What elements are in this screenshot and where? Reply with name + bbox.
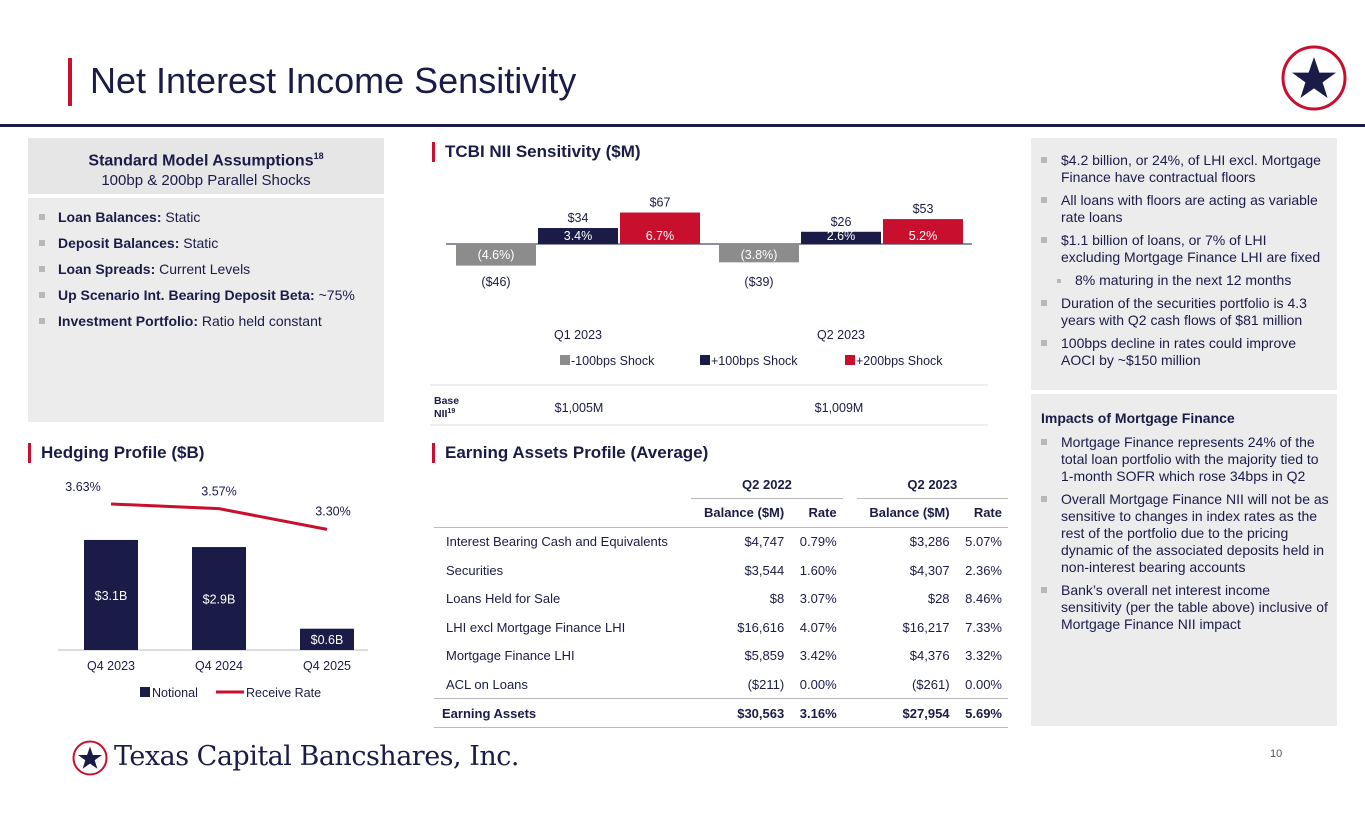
nii-value-label: $34 — [567, 211, 589, 226]
mortgage-finance-panel — [1031, 394, 1337, 726]
row-label: Interest Bearing Cash and Equivalents — [446, 534, 668, 550]
nii-value-label: $53 — [912, 202, 934, 217]
rate-floors-list — [1031, 138, 1337, 369]
assumptions-panel — [28, 198, 384, 422]
legend-swatch — [845, 355, 855, 365]
footer-star-logo-icon — [72, 740, 108, 776]
table-row — [434, 556, 1008, 585]
table-cell: $28 — [927, 591, 950, 607]
table-row — [434, 642, 1008, 671]
nii-pct-label: 6.7% — [645, 229, 675, 243]
table-cell: $5,859 — [744, 648, 785, 664]
table-cell: 3.42% — [799, 648, 837, 664]
hedge-section-title: Hedging Profile ($B) — [28, 443, 204, 463]
table-cell: ($211) — [747, 676, 785, 692]
nii-sensitivity-chart — [430, 180, 1000, 430]
nii-pct-label: 3.4% — [563, 229, 593, 243]
assumption-item: Loan Balances: Static — [28, 208, 384, 226]
column-header: Rate — [790, 499, 842, 528]
nii-pct-label: 2.6% — [826, 229, 856, 243]
column-header: Balance ($M) — [691, 499, 790, 528]
table-row — [434, 527, 1008, 556]
star-logo-icon — [1281, 45, 1347, 111]
table-cell: $3,544 — [744, 562, 785, 578]
legend-swatch — [560, 355, 570, 365]
list-item: Bank’s overall net interest income sensitivity (per the table above) inclusive of Mortgage Finance NII impact — [1039, 582, 1329, 633]
table-cell: 8.46% — [965, 591, 1002, 607]
table-cell: $16,217 — [902, 619, 950, 635]
table-cell: $4,307 — [909, 562, 950, 578]
hedging-profile-chart — [28, 470, 384, 710]
table-group-row — [434, 470, 1008, 499]
table-cell: 2.36% — [965, 562, 1002, 578]
list-subitem: 8% maturing in the next 12 months — [1039, 272, 1329, 289]
base-nii-label: Base — [434, 395, 460, 407]
table-cell: 0.00% — [965, 676, 1002, 692]
list-item: Duration of the securities portfolio is 4.3 years with Q2 cash flows of $81 million — [1039, 295, 1329, 329]
legend-label: +200bps Shock — [856, 354, 943, 368]
assumption-item: Deposit Balances: Static — [28, 234, 384, 252]
nii-value-label: ($39) — [744, 275, 774, 289]
group-header: Q2 2023 — [857, 470, 1008, 499]
assumptions-title: Standard Model Assumptions$^{18}$ — [88, 151, 324, 170]
list-item: $1.1 billion of loans, or 7% of LHI excluding Mortgage Finance LHI are fixed — [1039, 232, 1329, 266]
hedge-rate-label: 3.57% — [201, 484, 237, 499]
row-label: LHI excl Mortgage Finance LHI — [446, 619, 626, 635]
legend-label: -100bps Shock — [571, 354, 655, 368]
nii-section-title: TCBI NII Sensitivity ($M) — [432, 142, 641, 162]
nii-category-label: Q1 2023 — [554, 328, 602, 342]
receive-rate-line — [111, 504, 327, 529]
group-header: Q2 2022 — [691, 470, 842, 499]
list-item: All loans with floors are acting as variable rate loans — [1039, 192, 1329, 226]
list-item: Mortgage Finance represents 24% of the total loan portfolio with the majority tied to 1-month SOFR which rose 34bps in Q2 — [1039, 434, 1329, 485]
table-cell: 4.07% — [799, 619, 837, 635]
nii-pct-label: (4.6%) — [477, 248, 515, 262]
table-cell: $4,747 — [744, 534, 785, 550]
base-nii-value: $1,005M — [554, 401, 604, 415]
table-cell: 7.33% — [965, 619, 1002, 635]
hedge-category-label: Q4 2024 — [195, 659, 243, 673]
table-cell: 5.07% — [965, 534, 1002, 550]
table-cell: 3.07% — [799, 591, 837, 607]
assumption-item: Loan Spreads: Current Levels — [28, 260, 384, 278]
table-row — [434, 670, 1008, 699]
table-cell: $4,376 — [909, 648, 950, 664]
table-cell: $8 — [769, 591, 785, 607]
base-nii-label-line2: NII$^{19}$ — [434, 408, 456, 420]
earning-section-title: Earning Assets Profile (Average) — [432, 443, 708, 463]
table-cell: 0.79% — [799, 534, 837, 550]
nii-category-label: Q2 2023 — [817, 328, 865, 342]
table-row — [434, 613, 1008, 642]
table-cell: $3,286 — [909, 534, 950, 550]
base-nii-value: $1,009M — [814, 401, 864, 415]
hedge-bar-label: $2.9B — [202, 592, 236, 607]
table-cell: ($261) — [911, 676, 950, 692]
table-column-header-row — [434, 499, 1008, 528]
nii-value-label: $67 — [649, 195, 671, 210]
nii-pct-label: (3.8%) — [740, 248, 778, 262]
nii-value-label: $26 — [830, 214, 852, 229]
table-cell: $16,616 — [737, 619, 785, 635]
assumption-item: Investment Portfolio: Ratio held constant — [28, 312, 384, 330]
legend-swatch — [700, 355, 710, 365]
hedge-rate-label: 3.30% — [315, 504, 351, 519]
row-label: Securities — [446, 562, 504, 578]
list-item: Overall Mortgage Finance NII will not be as sensitive to changes in index rates as the rest of the portfolio due to the pricing dynamic of the associated deposits held in non-interest bearing accounts — [1039, 491, 1329, 576]
hedge-category-label: Q4 2025 — [303, 659, 351, 673]
impacts-list — [1031, 426, 1337, 633]
rate-floors-panel — [1031, 138, 1337, 390]
table-cell: 3.32% — [965, 648, 1002, 664]
column-header: Balance ($M) — [857, 499, 956, 528]
page-title: Net Interest Income Sensitivity — [90, 60, 577, 101]
table-cell: 0.00% — [799, 676, 837, 692]
row-label: Loans Held for Sale — [446, 591, 561, 607]
table-cell: 1.60% — [799, 562, 837, 578]
assumptions-header — [28, 138, 384, 196]
column-header: Rate — [956, 499, 1008, 528]
legend-label: Notional — [152, 686, 198, 700]
assumptions-subtitle: 100bp & 200bp Parallel Shocks — [101, 172, 311, 190]
nii-pct-label: 5.2% — [908, 229, 938, 243]
legend-label: +100bps Shock — [711, 354, 798, 368]
hedge-rate-label: 3.63% — [65, 480, 101, 494]
list-item: $4.2 billion, or 24%, of LHI excl. Mortgage Finance have contractual floors — [1039, 152, 1329, 186]
nii-value-label: ($46) — [481, 275, 511, 289]
company-name: Texas Capital Bancshares, Inc. — [114, 741, 519, 772]
row-label: Mortgage Finance LHI — [446, 648, 575, 664]
table-total-row: Earning Assets $30,563 3.16% $27,954 5.69% — [434, 699, 1008, 728]
legend-label: Receive Rate — [246, 686, 322, 700]
list-item: 100bps decline in rates could improve AOCI by ~$150 million — [1039, 335, 1329, 369]
table-row — [434, 584, 1008, 613]
hedge-bar-label: $0.6B — [310, 633, 344, 647]
legend-swatch — [140, 687, 150, 697]
hedge-bar-label: $3.1B — [94, 588, 128, 603]
impacts-title: Impacts of Mortgage Finance — [1041, 410, 1235, 426]
assumption-item: Up Scenario Int. Bearing Deposit Beta: ~75% — [28, 286, 384, 304]
header-rule — [0, 124, 1365, 127]
assumptions-list — [28, 208, 384, 330]
row-label: ACL on Loans — [446, 676, 528, 692]
earning-assets-table — [434, 470, 1008, 728]
hedge-category-label: Q4 2023 — [87, 659, 135, 673]
title-accent-bar — [68, 58, 72, 106]
page-number: 10 — [1270, 748, 1283, 760]
